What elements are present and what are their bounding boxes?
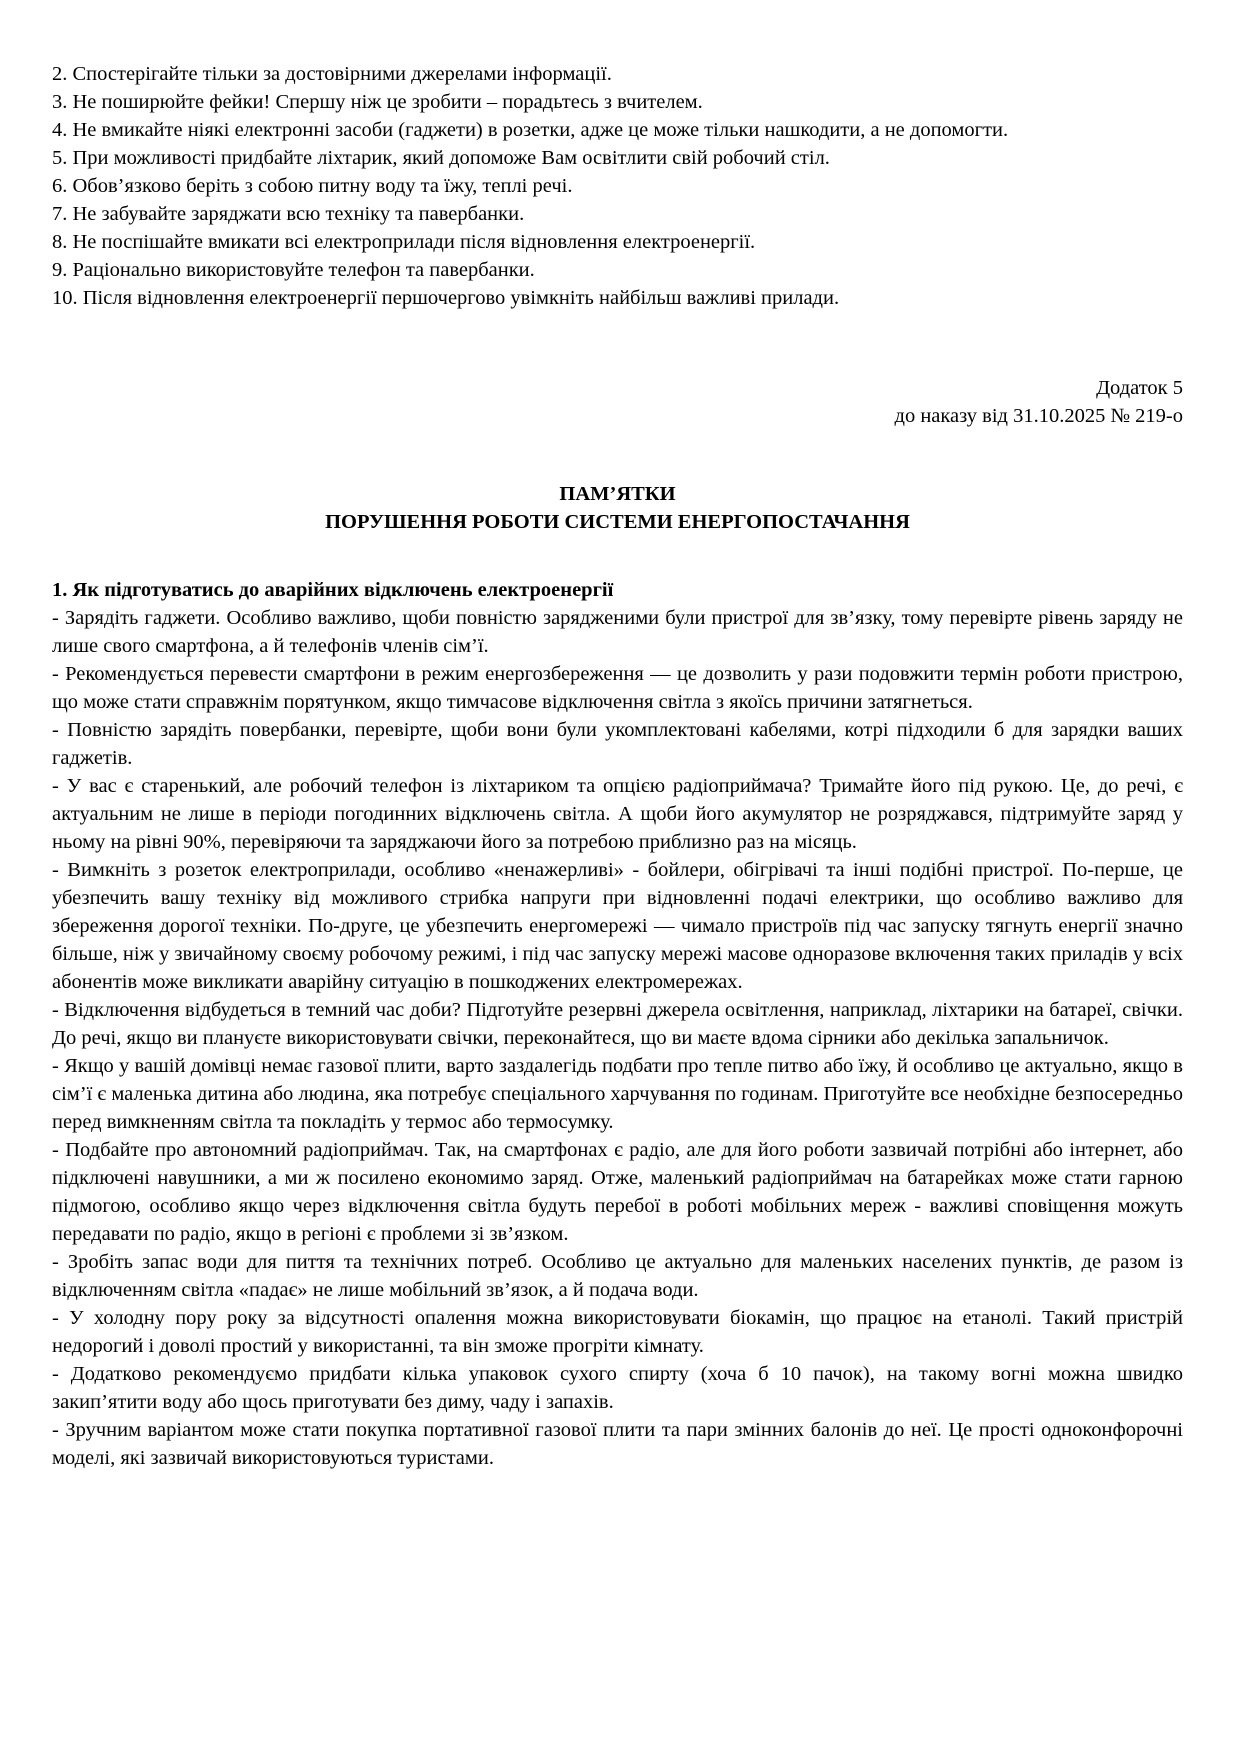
list-item-5: 5. При можливості придбайте ліхтарик, який допоможе Вам освітлити свій робочий стіл. (52, 147, 830, 169)
paragraph-radio-receiver: - Подбайте про автономний радіоприймач. Так, на смартфонах є радіо, але для його роботи зазвичай потрібні або інтернет, або підключені навушники, а ми ж посилено економимо заряд. Отже, маленький радіоприймач на батарейках може стати гарною підмогою, особливо якщо через відключення світла будуть перебої в роботі мобільних мереж - важливі сповіщення можуть передавати по радіо, якщо в регіоні є проблеми зі зв’язком. (52, 1139, 1183, 1245)
paragraph-charge-gadgets: - Зарядіть гаджети. Особливо важливо, щоби повністю зарядженими були пристрої для зв’язку, тому перевірте рівень заряду не лише свого смартфона, а й телефонів членів сім’ї. (52, 607, 1183, 657)
section-heading: 1. Як підготуватись до аварійних відключень електроенергії (52, 579, 614, 601)
annex-number: Додаток 5 (1096, 377, 1183, 399)
vertical-gap (52, 430, 1183, 480)
paragraph-biofireplace: - У холодну пору року за відсутності опалення можна використовувати біокамін, що працює на етанолі. Такий пристрій недорогий і доволі простий у використанні, та він зможе прогріти кімнату. (52, 1307, 1183, 1357)
paragraph-unplug-appliances: - Вимкніть з розеток електроприлади, особливо «ненажерливі» - бойлери, обігрівачі та інші подібні пристрої. По-перше, це убезпечить вашу техніку від можливого стрибка напруги при відновленні подачі електрики, що особливо важливо для збереження дорогої техніки. По-друге, це убезпечить енергомережі — чимало пристроїв під час запуску тягнуть енергії значно більше, ніж у звичайному своєму робочому режимі, і під час запуску мережі масове одноразове включення таких приладів у всіх абонентів може викликати аварійну ситуацію в пошкоджених електромережах. (52, 859, 1183, 993)
annex-order-reference: до наказу від 31.10.2025 № 219-о (894, 405, 1183, 427)
list-item-4: 4. Не вмикайте ніякі електронні засоби (гаджети) в розетки, адже це може тільки нашкодити, а не допомогти. (52, 119, 1009, 141)
paragraph-old-phone: - У вас є старенький, але робочий телефон із ліхтариком та опцією радіоприймача? Тримайте його під рукою. Це, до речі, є актуальним не лише в періоди погодинних відключень світла. А щоби його акумулятор не розряджався, підтримуйте заряд у ньому на рівні 90%, перевіряючи та заряджаючи його за потребою приблизно раз на місяць. (52, 775, 1183, 853)
list-item-2: 2. Спостерігайте тільки за достовірними джерелами інформації. (52, 63, 612, 85)
list-item-10: 10. Після відновлення електроенергії першочергово увімкніть найбільш важливі прилади. (52, 287, 840, 309)
list-item-6: 6. Обов’язково беріть з собою питну воду та їжу, теплі речі. (52, 175, 573, 197)
document-title (52, 480, 1183, 536)
title-line-2: ПОРУШЕННЯ РОБОТИ СИСТЕМИ ЕНЕРГОПОСТАЧАННЯ (325, 511, 910, 533)
vertical-gap (52, 312, 1183, 374)
list-item-9: 9. Раціонально використовуйте телефон та павербанки. (52, 259, 535, 281)
paragraph-gas-stove: - Зручним варіантом може стати покупка портативної газової плити та пари змінних балонів до неї. Це прості одноконфорочні моделі, які зазвичай використовуються туристами. (52, 1419, 1183, 1469)
annex-block (52, 374, 1183, 430)
paragraph-backup-lighting: - Відключення відбудеться в темний час доби? Підготуйте резервні джерела освітлення, наприклад, ліхтарики на батареї, свічки. До речі, якщо ви плануєте використовувати свічки, переконайтеся, що ви маєте вдома сірники або декілька запальничок. (52, 999, 1183, 1049)
title-line-1: ПАМ’ЯТКИ (559, 483, 676, 505)
numbered-list (52, 60, 1183, 312)
paragraph-power-saving-mode: - Рекомендується перевести смартфони в режим енергозбереження — це дозволить у рази подовжити термін роботи пристрою, що може стати справжнім порятунком, якщо тимчасове відключення світла з якоїсь причини затягнеться. (52, 663, 1183, 713)
list-item-3: 3. Не поширюйте фейки! Спершу ніж це зробити – порадьтесь з вчителем. (52, 91, 703, 113)
paragraph-water-supply: - Зробіть запас води для пиття та технічних потреб. Особливо це актуально для маленьких населених пунктів, де разом із відключенням світла «падає» не лише мобільний зв’язок, а й подача води. (52, 1251, 1183, 1301)
paragraph-dry-alcohol: - Додатково рекомендуємо придбати кілька упаковок сухого спирту (хоча б 10 пачок), на такому вогні можна швидко закип’ятити воду або щось приготувати без диму, чаду і запахів. (52, 1363, 1183, 1413)
paragraph-warm-food: - Якщо у вашій домівці немає газової плити, варто заздалегідь подбати про тепле питво або їжу, й особливо це актуально, якщо в сім’ї є маленька дитина або людина, яка потребує спеціального харчування по годинам. Приготуйте все необхідне безпосередньо перед вимкненням світла та покладіть у термос або термосумку. (52, 1055, 1183, 1133)
list-item-7: 7. Не забувайте заряджати всю техніку та павербанки. (52, 203, 525, 225)
paragraph-powerbanks: - Повністю зарядіть повербанки, перевірте, щоби вони були укомплектовані кабелями, котрі підходили б для зарядки ваших гаджетів. (52, 719, 1183, 769)
vertical-gap (52, 536, 1183, 576)
list-item-8: 8. Не поспішайте вмикати всі електроприлади після відновлення електроенергії. (52, 231, 756, 253)
